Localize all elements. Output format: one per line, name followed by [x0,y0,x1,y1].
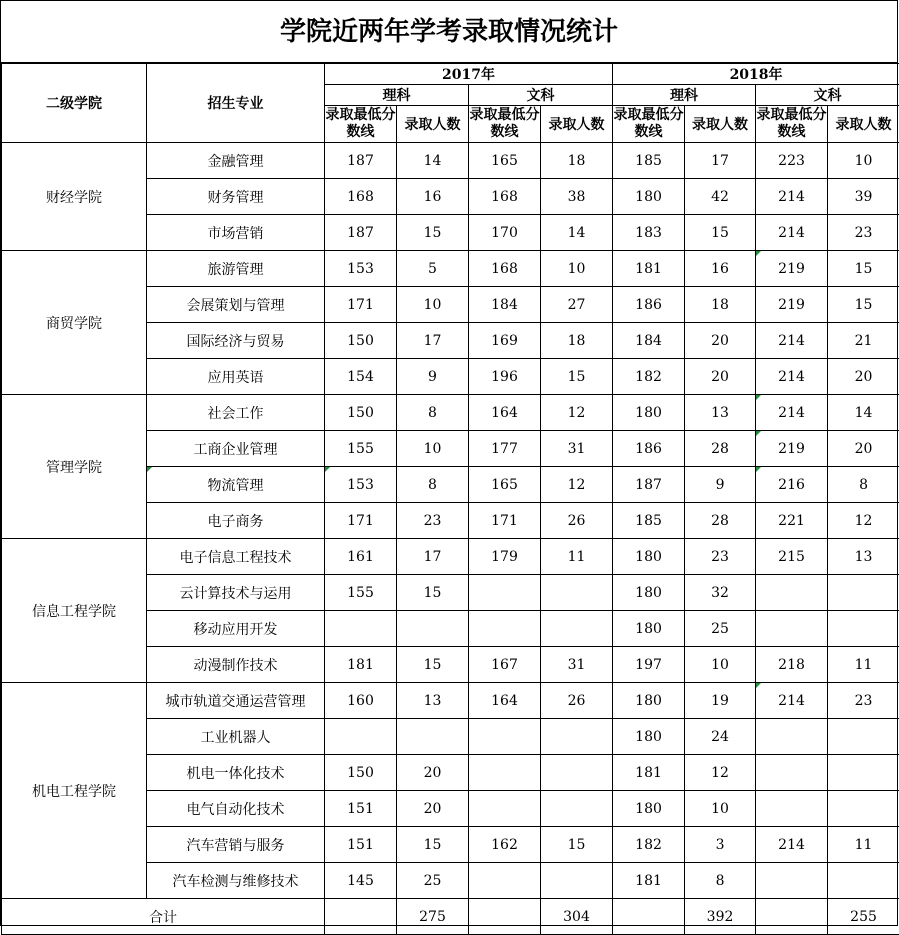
admitted-count-cell[interactable]: 15 [685,215,756,251]
min-score-cell[interactable]: 214 [756,179,828,215]
min-score-cell[interactable]: 164 [469,395,541,431]
admitted-count-cell[interactable]: 10 [828,143,899,179]
admitted-count-cell[interactable]: 17 [397,323,469,359]
admitted-count-cell[interactable]: 26 [541,683,613,719]
college-cell[interactable]: 管理学院 [2,395,147,539]
min-score-cell[interactable]: 161 [325,539,397,575]
min-score-cell[interactable]: 153 [325,251,397,287]
min-score-cell[interactable]: 214 [756,215,828,251]
min-score-cell[interactable] [325,719,397,755]
min-score-cell[interactable]: 214 [756,827,828,863]
admitted-count-cell[interactable]: 16 [397,179,469,215]
admitted-count-cell[interactable]: 19 [685,683,756,719]
admitted-count-cell[interactable]: 14 [541,215,613,251]
min-score-cell[interactable]: 185 [613,143,685,179]
min-score-cell[interactable]: 219 [756,251,828,287]
total-cell[interactable]: 304 [541,899,613,935]
admitted-count-cell[interactable]: 39 [828,179,899,215]
admitted-count-cell[interactable]: 15 [397,575,469,611]
major-cell[interactable]: 电子信息工程技术 [147,539,325,575]
min-score-cell[interactable]: 153 [325,467,397,503]
admission-table [1,63,899,935]
admitted-count-cell[interactable]: 25 [685,611,756,647]
admitted-count-cell[interactable]: 10 [685,647,756,683]
admitted-count-cell[interactable]: 11 [541,539,613,575]
major-cell[interactable]: 财务管理 [147,179,325,215]
header-admitted: 录取人数 [541,106,613,143]
min-score-cell[interactable]: 214 [756,683,828,719]
college-cell[interactable]: 机电工程学院 [2,683,147,899]
admitted-count-cell[interactable]: 18 [541,143,613,179]
admitted-count-cell[interactable]: 25 [397,863,469,899]
total-cell[interactable]: 275 [397,899,469,935]
admitted-count-cell[interactable]: 21 [828,323,899,359]
total-cell[interactable] [613,899,685,935]
admitted-count-cell[interactable]: 23 [685,539,756,575]
min-score-cell[interactable]: 180 [613,683,685,719]
header-2017-science: 理科 [325,85,469,106]
admitted-count-cell[interactable]: 20 [685,359,756,395]
min-score-cell[interactable]: 179 [469,539,541,575]
admitted-count-cell[interactable]: 23 [397,503,469,539]
min-score-cell[interactable]: 154 [325,359,397,395]
min-score-cell[interactable] [756,863,828,899]
min-score-cell[interactable]: 155 [325,431,397,467]
header-admitted: 录取人数 [397,106,469,143]
min-score-cell[interactable]: 186 [613,287,685,323]
min-score-cell[interactable] [469,611,541,647]
admitted-count-cell[interactable]: 10 [541,251,613,287]
min-score-cell[interactable]: 155 [325,575,397,611]
admitted-count-cell[interactable]: 24 [685,719,756,755]
header-min-score: 录取最低分数线 [756,106,828,143]
admitted-count-cell[interactable] [541,755,613,791]
min-score-cell[interactable]: 151 [325,827,397,863]
total-label[interactable]: 合计 [2,899,325,935]
college-cell[interactable]: 信息工程学院 [2,539,147,683]
admitted-count-cell[interactable] [541,791,613,827]
total-row [2,899,899,935]
min-score-cell[interactable]: 181 [613,863,685,899]
min-score-cell[interactable]: 183 [613,215,685,251]
admitted-count-cell[interactable]: 14 [828,395,899,431]
min-score-cell[interactable] [756,611,828,647]
major-cell[interactable]: 工业机器人 [147,719,325,755]
major-cell[interactable]: 汽车营销与服务 [147,827,325,863]
major-cell[interactable]: 机电一体化技术 [147,755,325,791]
min-score-cell[interactable] [325,611,397,647]
total-cell[interactable] [469,899,541,935]
total-cell[interactable] [325,899,397,935]
major-cell[interactable]: 电气自动化技术 [147,791,325,827]
min-score-cell[interactable]: 187 [613,467,685,503]
admitted-count-cell[interactable] [541,611,613,647]
admitted-count-cell[interactable]: 20 [828,359,899,395]
min-score-cell[interactable]: 145 [325,863,397,899]
min-score-cell[interactable] [756,791,828,827]
admitted-count-cell[interactable]: 17 [685,143,756,179]
admitted-count-cell[interactable]: 11 [828,647,899,683]
admitted-count-cell[interactable]: 14 [397,143,469,179]
min-score-cell[interactable]: 216 [756,467,828,503]
min-score-cell[interactable] [469,791,541,827]
min-score-cell[interactable]: 215 [756,539,828,575]
admitted-count-cell[interactable]: 42 [685,179,756,215]
admitted-count-cell[interactable]: 8 [397,467,469,503]
admitted-count-cell[interactable] [541,719,613,755]
min-score-cell[interactable]: 223 [756,143,828,179]
major-cell[interactable]: 金融管理 [147,143,325,179]
major-cell[interactable]: 会展策划与管理 [147,287,325,323]
min-score-cell[interactable]: 180 [613,719,685,755]
min-score-cell[interactable]: 185 [613,503,685,539]
min-score-cell[interactable]: 151 [325,791,397,827]
admitted-count-cell[interactable]: 15 [828,287,899,323]
admitted-count-cell[interactable]: 15 [397,215,469,251]
admitted-count-cell[interactable]: 32 [685,575,756,611]
admitted-count-cell[interactable]: 12 [828,503,899,539]
min-score-cell[interactable]: 214 [756,323,828,359]
table-row [2,395,899,431]
admitted-count-cell[interactable]: 10 [397,287,469,323]
table-row [2,251,899,287]
admitted-count-cell[interactable]: 12 [685,755,756,791]
admitted-count-cell[interactable]: 16 [685,251,756,287]
min-score-cell[interactable]: 181 [613,755,685,791]
min-score-cell[interactable]: 180 [613,575,685,611]
admitted-count-cell[interactable] [397,719,469,755]
header-2017-arts: 文科 [469,85,613,106]
header-major: 招生专业 [147,64,325,143]
admitted-count-cell[interactable]: 23 [828,215,899,251]
admitted-count-cell[interactable]: 15 [397,647,469,683]
admitted-count-cell[interactable]: 17 [397,539,469,575]
major-cell[interactable]: 城市轨道交通运营管理 [147,683,325,719]
admitted-count-cell[interactable]: 31 [541,647,613,683]
admitted-count-cell[interactable]: 15 [397,827,469,863]
min-score-cell[interactable]: 218 [756,647,828,683]
min-score-cell[interactable]: 168 [325,179,397,215]
admitted-count-cell[interactable]: 8 [685,863,756,899]
min-score-cell[interactable]: 187 [325,215,397,251]
min-score-cell[interactable]: 162 [469,827,541,863]
min-score-cell[interactable]: 167 [469,647,541,683]
min-score-cell[interactable]: 187 [325,143,397,179]
min-score-cell[interactable] [469,863,541,899]
total-cell[interactable]: 255 [828,899,899,935]
min-score-cell[interactable]: 186 [613,431,685,467]
admitted-count-cell[interactable]: 15 [828,251,899,287]
min-score-cell[interactable]: 169 [469,323,541,359]
major-cell[interactable]: 社会工作 [147,395,325,431]
table-row [2,683,899,719]
min-score-cell[interactable] [756,719,828,755]
min-score-cell[interactable]: 165 [469,467,541,503]
table-row [2,539,899,575]
min-score-cell[interactable]: 180 [613,611,685,647]
min-score-cell[interactable]: 197 [613,647,685,683]
admitted-count-cell[interactable]: 5 [397,251,469,287]
admitted-count-cell[interactable] [828,719,899,755]
table-row [2,143,899,179]
admitted-count-cell[interactable]: 9 [397,359,469,395]
admitted-count-cell[interactable]: 10 [685,791,756,827]
admitted-count-cell[interactable] [828,791,899,827]
admitted-count-cell[interactable]: 38 [541,179,613,215]
admitted-count-cell[interactable]: 20 [397,791,469,827]
header-min-score: 录取最低分数线 [613,106,685,143]
min-score-cell[interactable]: 182 [613,359,685,395]
min-score-cell[interactable]: 219 [756,287,828,323]
admitted-count-cell[interactable]: 10 [397,431,469,467]
min-score-cell[interactable]: 164 [469,683,541,719]
min-score-cell[interactable]: 184 [613,323,685,359]
min-score-cell[interactable]: 150 [325,395,397,431]
admitted-count-cell[interactable]: 13 [828,539,899,575]
admitted-count-cell[interactable]: 26 [541,503,613,539]
header-admitted: 录取人数 [828,106,899,143]
min-score-cell[interactable]: 180 [613,791,685,827]
header-min-score: 录取最低分数线 [325,106,397,143]
admitted-count-cell[interactable] [828,755,899,791]
college-cell[interactable]: 商贸学院 [2,251,147,395]
major-cell[interactable]: 市场营销 [147,215,325,251]
major-cell[interactable]: 汽车检测与维修技术 [147,863,325,899]
min-score-cell[interactable]: 160 [325,683,397,719]
header-min-score: 录取最低分数线 [469,106,541,143]
header-admitted: 录取人数 [685,106,756,143]
min-score-cell[interactable]: 165 [469,143,541,179]
admitted-count-cell[interactable] [541,863,613,899]
admitted-count-cell[interactable]: 28 [685,431,756,467]
admitted-count-cell[interactable]: 12 [541,395,613,431]
admitted-count-cell[interactable]: 28 [685,503,756,539]
min-score-cell[interactable]: 214 [756,359,828,395]
admitted-count-cell[interactable] [541,575,613,611]
major-cell[interactable]: 云计算技术与运用 [147,575,325,611]
min-score-cell[interactable]: 150 [325,323,397,359]
major-cell[interactable]: 电子商务 [147,503,325,539]
admitted-count-cell[interactable]: 20 [397,755,469,791]
admitted-count-cell[interactable]: 15 [541,359,613,395]
min-score-cell[interactable] [469,575,541,611]
admitted-count-cell[interactable]: 18 [685,287,756,323]
min-score-cell[interactable]: 177 [469,431,541,467]
admitted-count-cell[interactable]: 13 [685,395,756,431]
min-score-cell[interactable]: 196 [469,359,541,395]
min-score-cell[interactable]: 171 [325,503,397,539]
header-year-2018: 2018年 [613,64,899,85]
admitted-count-cell[interactable]: 13 [397,683,469,719]
admitted-count-cell[interactable]: 12 [541,467,613,503]
admitted-count-cell[interactable]: 20 [685,323,756,359]
total-cell[interactable] [756,899,828,935]
min-score-cell[interactable] [469,755,541,791]
header-2018-science: 理科 [613,85,756,106]
min-score-cell[interactable]: 182 [613,827,685,863]
admitted-count-cell[interactable]: 3 [685,827,756,863]
header-year-2017: 2017年 [325,64,613,85]
admitted-count-cell[interactable]: 8 [828,467,899,503]
admitted-count-cell[interactable]: 8 [397,395,469,431]
admitted-count-cell[interactable]: 11 [828,827,899,863]
min-score-cell[interactable]: 180 [613,539,685,575]
admitted-count-cell[interactable] [828,575,899,611]
sheet-title: 学院近两年学考录取情况统计 [1,1,897,63]
min-score-cell[interactable]: 181 [613,251,685,287]
min-score-cell[interactable]: 221 [756,503,828,539]
admitted-count-cell[interactable]: 20 [828,431,899,467]
major-cell[interactable]: 动漫制作技术 [147,647,325,683]
header-college: 二级学院 [2,64,147,143]
admitted-count-cell[interactable] [397,611,469,647]
min-score-cell[interactable]: 168 [469,179,541,215]
min-score-cell[interactable]: 184 [469,287,541,323]
admitted-count-cell[interactable]: 9 [685,467,756,503]
min-score-cell[interactable]: 219 [756,431,828,467]
admitted-count-cell[interactable]: 31 [541,431,613,467]
header-2018-arts: 文科 [756,85,899,106]
admitted-count-cell[interactable]: 23 [828,683,899,719]
min-score-cell[interactable] [469,719,541,755]
total-cell[interactable]: 392 [685,899,756,935]
min-score-cell[interactable]: 150 [325,755,397,791]
major-cell[interactable]: 国际经济与贸易 [147,323,325,359]
admitted-count-cell[interactable]: 27 [541,287,613,323]
min-score-cell[interactable]: 171 [469,503,541,539]
min-score-cell[interactable]: 170 [469,215,541,251]
major-cell[interactable]: 物流管理 [147,467,325,503]
min-score-cell[interactable]: 171 [325,287,397,323]
admitted-count-cell[interactable] [828,611,899,647]
min-score-cell[interactable]: 168 [469,251,541,287]
admitted-count-cell[interactable]: 15 [541,827,613,863]
min-score-cell[interactable]: 214 [756,395,828,431]
college-cell[interactable]: 财经学院 [2,143,147,251]
admitted-count-cell[interactable]: 18 [541,323,613,359]
min-score-cell[interactable] [756,755,828,791]
major-cell[interactable]: 工商企业管理 [147,431,325,467]
major-cell[interactable]: 移动应用开发 [147,611,325,647]
min-score-cell[interactable]: 181 [325,647,397,683]
min-score-cell[interactable]: 180 [613,395,685,431]
major-cell[interactable]: 应用英语 [147,359,325,395]
min-score-cell[interactable] [756,575,828,611]
min-score-cell[interactable]: 180 [613,179,685,215]
admitted-count-cell[interactable] [828,863,899,899]
major-cell[interactable]: 旅游管理 [147,251,325,287]
